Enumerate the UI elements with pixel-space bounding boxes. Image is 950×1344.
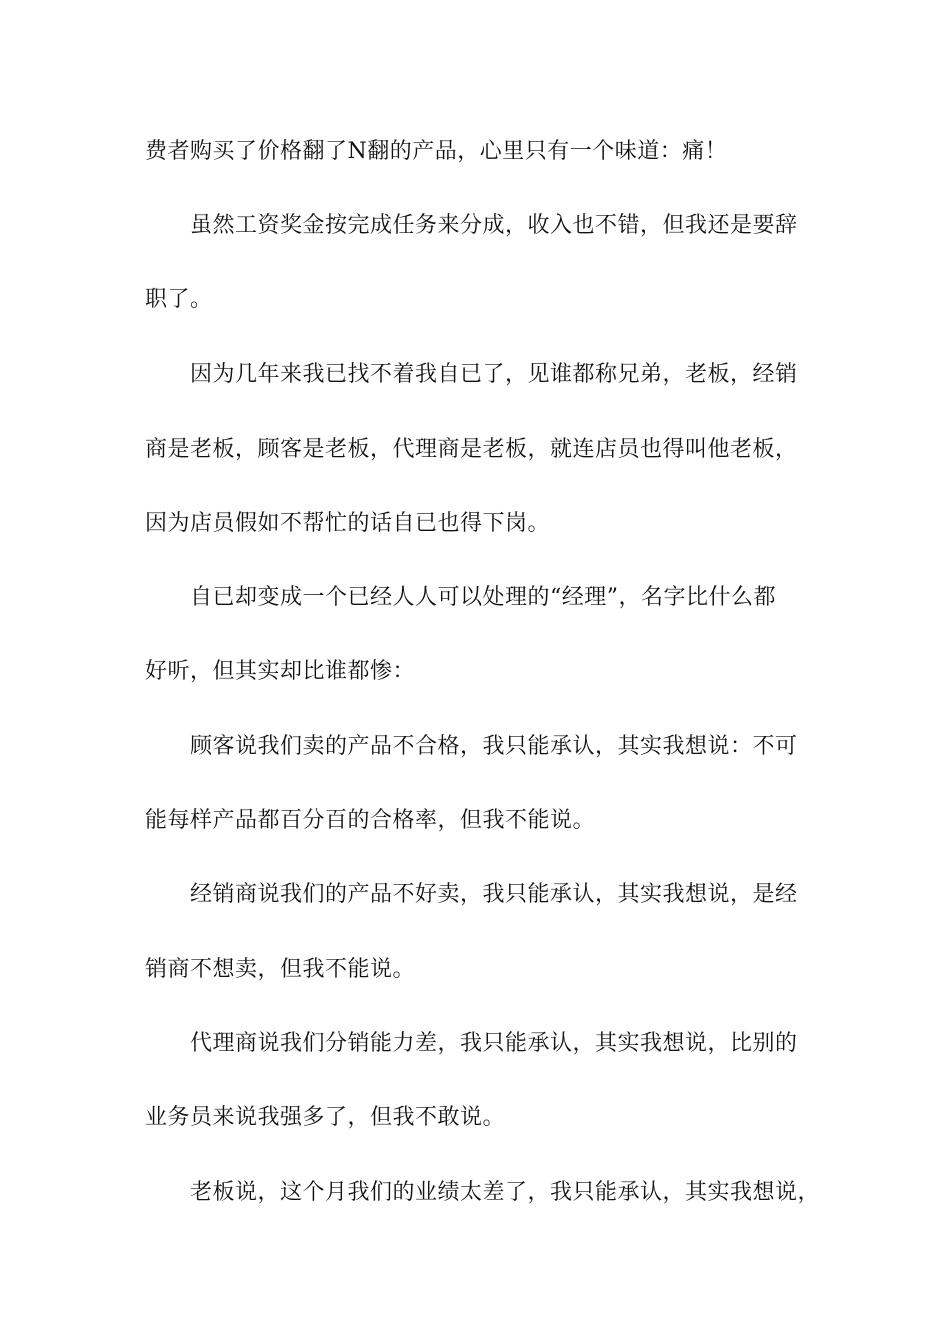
text-line-1: 费者购买了价格翻了N翻的产品，心里只有一个味道：痛！: [145, 139, 728, 164]
text-line-4: 因为几年来我已找不着我自已了，见谁都称兄弟，老板，经销: [190, 362, 798, 387]
text-line-3: 职了。: [145, 287, 213, 312]
text-line-10: 能每样产品都百分百的合格率，但我不能说。: [145, 808, 596, 833]
text-line-11: 经销商说我们的产品不好卖，我只能承认，其实我想说，是经: [190, 882, 798, 907]
text-line-14: 业务员来说我强多了，但我不敢说。: [145, 1105, 506, 1130]
text-line-12: 销商不想卖，但我不能说。: [145, 957, 416, 982]
text-line-15: 老板说，这个月我们的业绩太差了，我只能承认，其实我想说，: [190, 1180, 821, 1205]
text-line-5: 商是老板，顾客是老板，代理商是老板，就连店员也得叫他老板，: [145, 437, 798, 462]
text-line-2: 虽然工资奖金按完成任务来分成，收入也不错，但我还是要辞: [190, 213, 798, 238]
text-line-6: 因为店员假如不帮忙的话自已也得下岗。: [145, 511, 551, 536]
text-line-9: 顾客说我们卖的产品不合格，我只能承认，其实我想说：不可: [190, 734, 798, 759]
text-line-8: 好听，但其实却比谁都惨：: [145, 659, 416, 684]
text-line-13: 代理商说我们分销能力差，我只能承认，其实我想说，比别的: [190, 1031, 798, 1056]
text-line-7: 自已却变成一个已经人人可以处理的“经理”，名字比什么都: [190, 585, 776, 610]
